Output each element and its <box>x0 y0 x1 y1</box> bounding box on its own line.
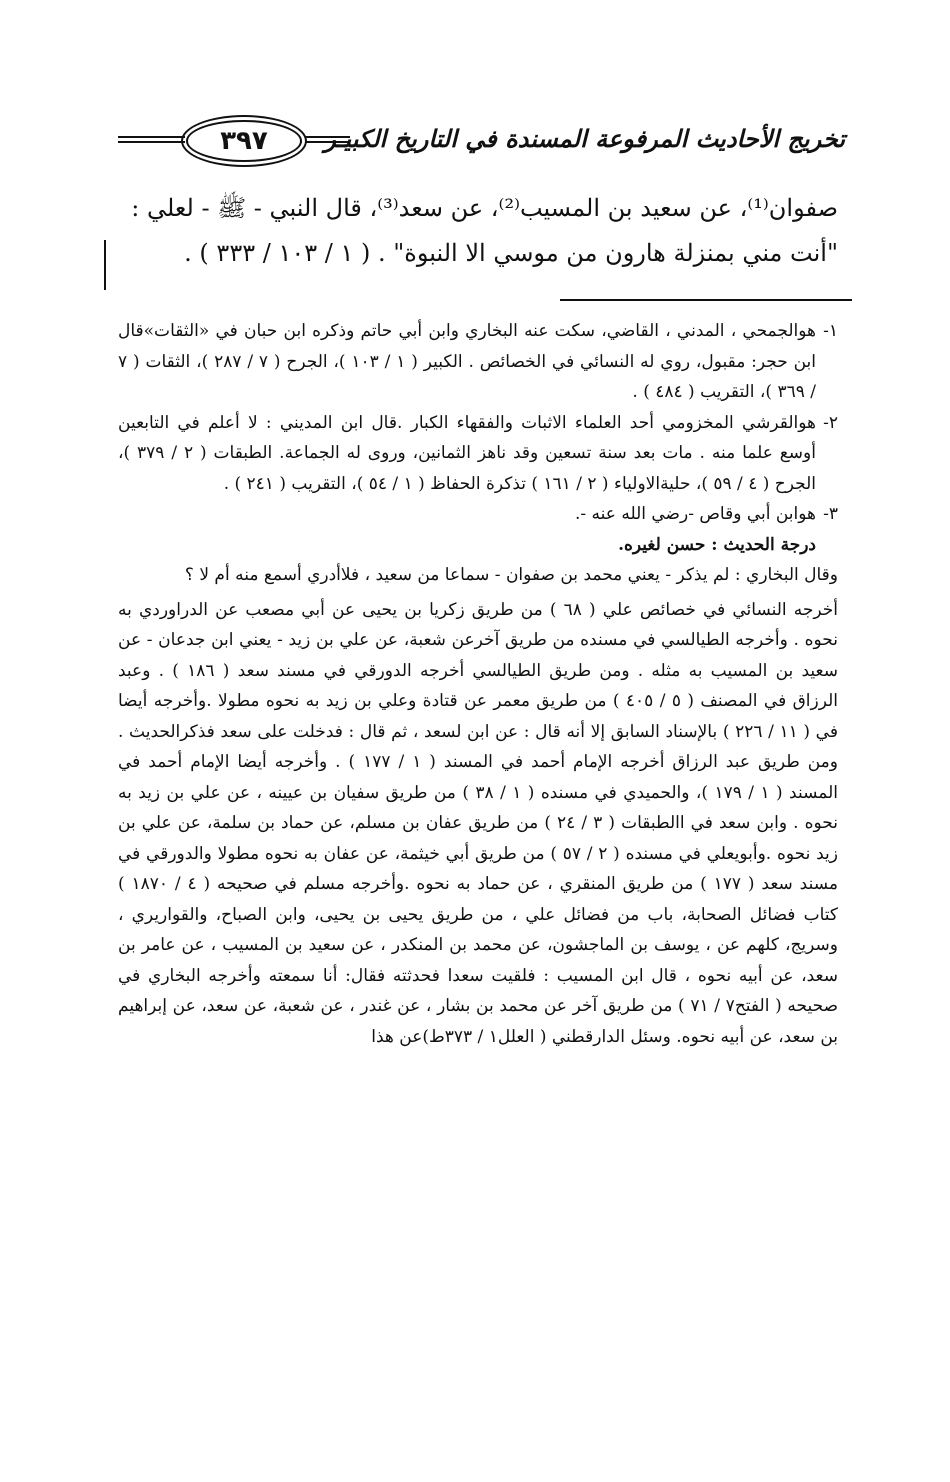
footnote-text: هوالجمحي ، المدني ، القاضي، سكت عنه البخاري وابن أبي حاتم وذكره ابن حبان في «الثقات»قال ابن حجر: مقبول، روي له النسائي في الخصائص . الكبير ( ١ / ١٠٣ )، الجرح ( ٧ / ٢٨٧ )، الثقات ( ٧ / ٣٦٩ )، التقريب ( ٤٨٤ ) . <box>118 321 816 402</box>
page-number: ٣٩٧ <box>186 120 302 162</box>
hadith-text <box>118 186 838 276</box>
hadith-grade: درجة الحديث : حسن لغيره. <box>618 534 816 555</box>
footnote-text: هوالقرشي المخزومي أحد العلماء الاثبات والفقهاء الكبار .قال ابن المديني : لا أعلم في التابعين أوسع علما منه . مات بعد سنة تسعين وقد ناهز الثمانين، وروى له الجماعة. الطبقات ( ٢ / ٣٧٩ )، الجرح ( ٤ / ٥٩ )، حليةالاولياء ( ٢ / ١٦١ ) تذكرة الحفاظ ( ١ / ٥٤ )، التقريب ( ٢٤١ ) . <box>118 412 816 494</box>
header-rule-left <box>118 136 185 143</box>
margin-mark <box>104 240 106 290</box>
footnote-2 <box>118 408 838 500</box>
footnote-number: ٢- <box>823 412 838 433</box>
footnotes <box>118 316 838 1052</box>
running-title: تخريج الأحاديث المرفوعة المسندة في التاريخ الكبيـر <box>324 124 845 153</box>
hadith-line-1: صفوان⁽¹⁾، عن سعيد بن المسيب⁽²⁾، عن سعد⁽³⁾، قال النبي - ﷺ - لعلي : <box>131 194 838 222</box>
footnote-text: هوابن أبي وقاص -رضي الله عنه -. <box>575 504 816 524</box>
footnote-3 <box>118 499 838 530</box>
footnote-1 <box>118 316 838 408</box>
footnote-number: ٣- <box>823 504 838 524</box>
bukhari-note: وقال البخاري : لم يذكر - يعني محمد بن صفوان - سماعا من سعيد ، فلاأدري أسمع منه أم لا ؟ <box>184 565 838 585</box>
footnote-number: ١- <box>823 321 838 341</box>
header-rule-right <box>300 136 350 143</box>
page-header <box>100 118 845 168</box>
takhrij-paragraph: أخرجه النسائي في خصائص علي ( ٦٨ ) من طريق زكريا بن يحيى عن أبي مصعب عن الدراوردي به نحوه . وأخرجه الطيالسي في مسنده من طريق آخرعن شعبة، عن علي بن زيد - يعني ابن جدعان - عن سعيد بن المسيب به مثله . ومن طريق الطيالسي أخرجه الدورقي في مسند سعد ( ١٨٦ ) . وعبد الرزاق في المصنف ( ٥ / ٤٠٥ ) من طريق معمر عن قتادة وعلي بن زيد به نحوه مطولا .وأخرجه أيضا في ( ١١ / ٢٢٦ ) بالإسناد السابق إلا أنه قال : عن ابن لسعد ، ثم قال : فدخلت على سعد فذكرالحديث . ومن طريق عبد الرزاق أخرجه الإمام أحمد في المسند ( ١ / ١٧٧ ) . وأخرجه أيضا الإمام أحمد في المسند ( ١ / ١٧٩ )، والحميدي في مسنده ( ١ / ٣٨ ) من طريق سفيان بن عيينه ، عن علي بن زيد به نحوه . وابن سعد في االطبقات ( ٣ / ٢٤ ) من طريق عفان بن مسلم، عن حماد بن سلمة، عن علي بن زيد نحوه .وأبويعلي في مسنده ( ٢ / ٥٧ ) من طريق أبي خيثمة، عن عفان به نحوه مطولا والدورقي في مسند سعد ( ١٧٧ ) من طريق المنقري ، عن حماد به نحوه .وأخرجه مسلم في صحيحه ( ٤ / ١٨٧٠ ) كتاب فضائل الصحابة، باب من فضائل علي ، من طريق يحيى بن يحيى، وابن الصباح، والقواريري ، وسريج، كلهم عن ، يوسف بن الماجشون، عن محمد بن المنكدر ، عن سعيد بن المسيب ، عن عامر بن سعد، عن أبيه نحوه ، قال ابن المسيب : فلقيت سعدا فحدثته فقال: أنا سمعته وأخرجه البخاري في صحيحه ( الفتح٧ / ٧١ ) من طريق آخر عن محمد بن بشار ، عن غندر ، عن شعبة، عن سعد، عن إبراهيم بن سعد، عن أبيه نحوه. وسئل الدارقطني ( العلل١ / ٣٧٣ط)عن هذا <box>118 599 838 1047</box>
hadith-line-2: "أنت مني بمنزلة هارون من موسي الا النبوة" . ( ١ / ١٠٣ / ٣٣٣ ) . <box>184 239 838 267</box>
footnote-separator <box>560 299 852 301</box>
